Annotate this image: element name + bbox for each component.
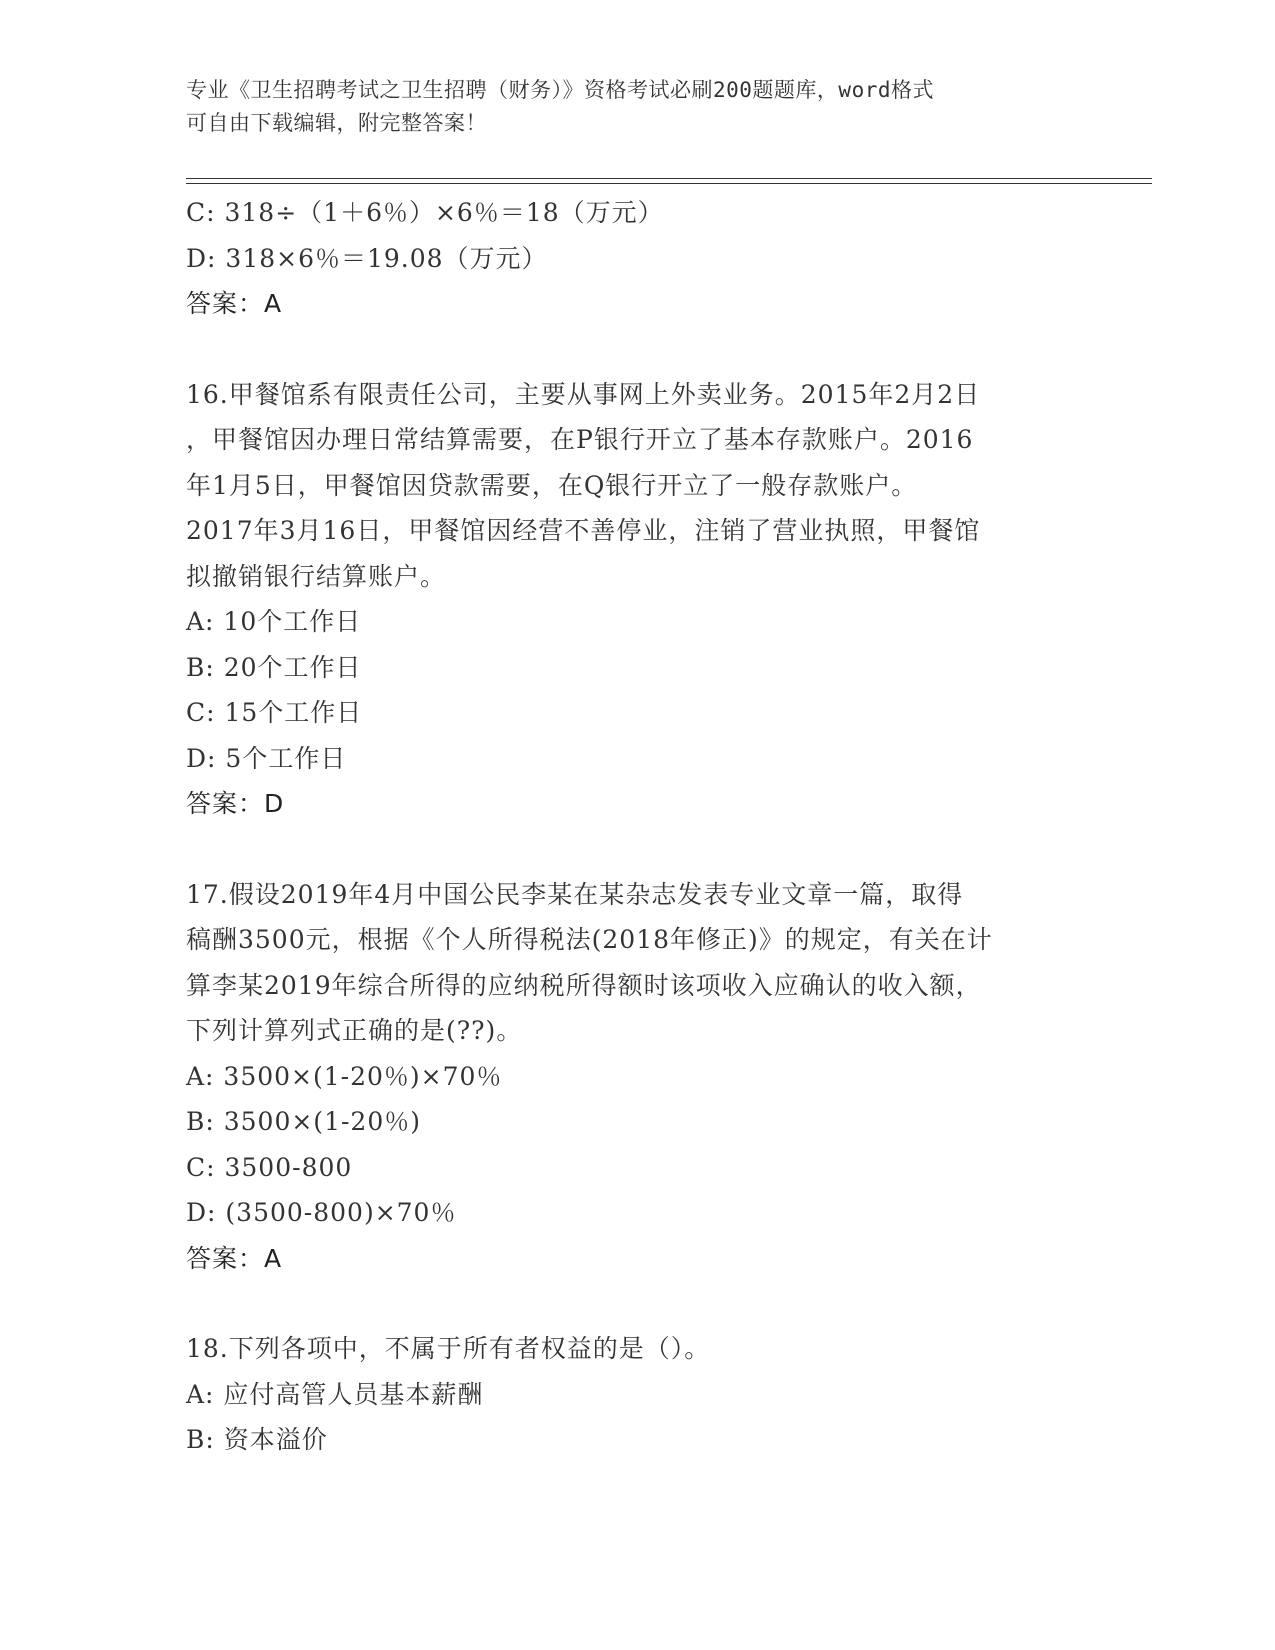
header-divider-bottom xyxy=(186,183,1152,184)
question-stem-line: 拟撤销银行结算账户。 xyxy=(186,561,447,591)
option-b: B: 资本溢价 xyxy=(186,1425,328,1454)
question-17 xyxy=(186,872,1146,1282)
option-a: A: 10个工作日 xyxy=(186,607,362,636)
question-15-tail xyxy=(186,190,1146,327)
question-stem-line: 下列计算列式正确的是(??)。 xyxy=(186,1016,523,1045)
option-d: D: (3500-800)×70％ xyxy=(186,1198,457,1227)
option-b: B: 3500×(1-20％) xyxy=(186,1107,421,1136)
question-18 xyxy=(186,1326,1146,1463)
option-b: B: 20个工作日 xyxy=(186,652,362,682)
option-c: C: 3500-800 xyxy=(186,1152,353,1182)
question-stem-line: 18.下列各项中，不属于所有者权益的是（）。 xyxy=(186,1334,711,1363)
answer-line: 答案：A xyxy=(186,289,283,318)
document-header xyxy=(186,74,1066,140)
header-title-line-1: 专业《卫生招聘考试之卫生招聘（财务）》资格考试必刷200题题库，word格式 xyxy=(186,78,934,102)
option-d: D: 318×6％＝19.08（万元） xyxy=(186,243,548,273)
header-divider-top xyxy=(186,178,1152,179)
option-c: C: 318÷（1＋6％）×6％＝18（万元） xyxy=(186,198,664,227)
option-a: A: 3500×(1-20％)×70％ xyxy=(186,1061,503,1091)
question-stem-line: 稿酬3500元，根据《个人所得税法(2018年修正)》的规定，有关在计 xyxy=(186,925,993,954)
question-stem-line: 年1月5日，甲餐馆因贷款需要，在Q银行开立了一般存款账户。 xyxy=(186,470,918,500)
question-stem-line: 算李某2019年综合所得的应纳税所得额时该项收入应确认的收入额， xyxy=(186,970,982,1000)
question-spacer xyxy=(186,327,1146,372)
question-16 xyxy=(186,372,1146,827)
answer-line: 答案：A xyxy=(186,1243,283,1273)
header-title-line-2: 可自由下载编辑，附完整答案！ xyxy=(186,111,487,135)
question-stem-line: 16.甲餐馆系有限责任公司，主要从事网上外卖业务。2015年2月2日 xyxy=(186,379,981,409)
question-stem-line: ，甲餐馆因办理日常结算需要，在P银行开立了基本存款账户。2016 xyxy=(186,425,974,454)
option-c: C: 15个工作日 xyxy=(186,698,363,727)
question-stem-line: 17.假设2019年4月中国公民李某在某杂志发表专业文章一篇，取得 xyxy=(186,879,964,909)
question-stem-line: 2017年3月16日，甲餐馆因经营不善停业，注销了营业执照，甲餐馆 xyxy=(186,516,981,545)
option-d: D: 5个工作日 xyxy=(186,743,347,773)
answer-line: 答案：D xyxy=(186,789,285,818)
option-a: A: 应付高管人员基本薪酬 xyxy=(186,1379,484,1409)
question-content xyxy=(186,190,1146,1463)
question-spacer xyxy=(186,827,1146,872)
question-spacer xyxy=(186,1281,1146,1326)
